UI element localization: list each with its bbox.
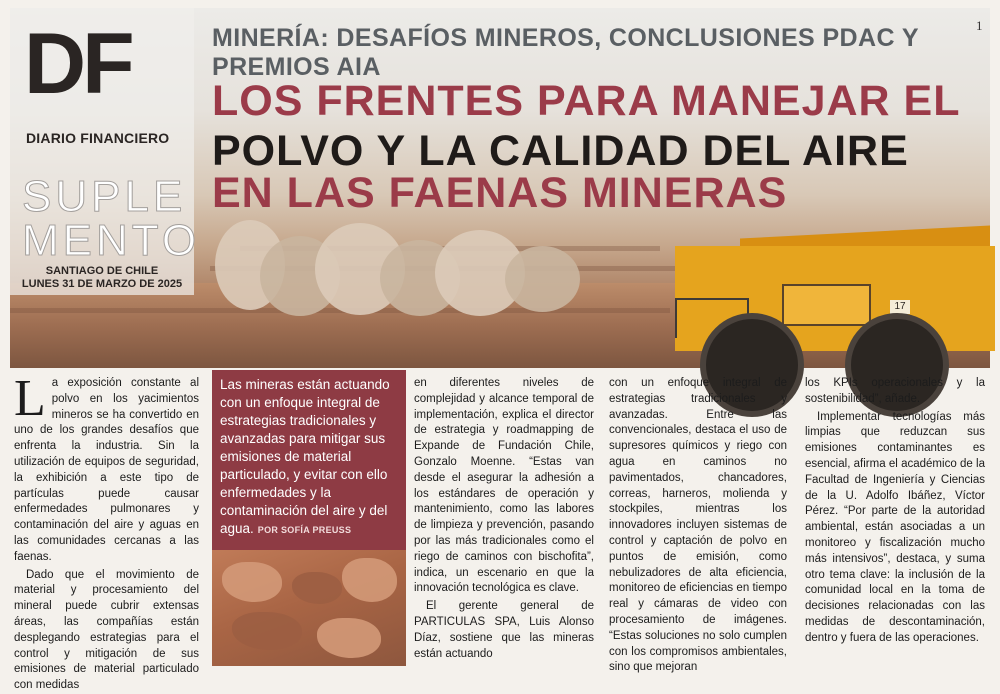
- article-column-1: [14, 370, 199, 692]
- article-column-4: [805, 376, 985, 666]
- df-logo[interactable]: DF: [24, 16, 131, 112]
- pull-quote-text: Las mineras están actuando con un enfoque integral de estrategias tradicionales y avanzadas para mitigar sus emisiones de material particulado, y evitar con ello enfermedades y la contaminación del aire y del agua.: [220, 377, 390, 536]
- brand-name: DIARIO FINANCIERO: [26, 130, 170, 146]
- rocks-photo: [212, 550, 406, 666]
- paragraph: con un enfoque integral de estrategias tradicionales y avanzadas. Entre las convencionales, destaca el uso de supresores químicos y riego con agua en caminos no pavimentados, chancadores, correas, harneros, molienda y stockpiles, mientras los innovadores incluyen sistemas de control y captación de polvo en puntos de emisión, como nebulizadores de alta eficiencia, monitoreo de eficiencias en tiempo real y cámaras de video con procesamiento de imágenes. “Estas soluciones no solo cumplen con los compromisos ambientales, sino que mejoran: [609, 377, 787, 674]
- supplement-line-1: SUPLE: [22, 172, 187, 221]
- supplement-label: [22, 172, 201, 265]
- article-column-2: [414, 376, 594, 666]
- rock: [342, 558, 397, 602]
- date-line: LUNES 31 DE MARZO DE 2025: [21, 278, 183, 290]
- section-title: MINERÍA: DESAFÍOS MINEROS, CONCLUSIONES PDAC Y PREMIOS AIA: [212, 24, 919, 81]
- headline-line-3: EN LAS FAENAS MINERAS: [212, 169, 788, 217]
- headline-line-1: LOS FRENTES PARA MANEJAR EL: [212, 77, 961, 125]
- rock: [317, 618, 381, 658]
- truck-number: 17: [890, 300, 910, 314]
- dust-cloud: [505, 246, 580, 312]
- paragraph: El gerente general de PARTICULAS SPA, Luis Alonso Díaz, sostiene que las mineras están actuando: [414, 600, 594, 660]
- paragraph: los KPIs operacionales y la sostenibilidad”, añade.: [805, 377, 985, 405]
- city-line: SANTIAGO DE CHILE: [45, 265, 159, 277]
- drop-cap: L: [14, 370, 46, 427]
- truck-cab: [782, 284, 871, 326]
- byline: POR SOFÍA PREUSS: [257, 525, 352, 535]
- masthead: [10, 8, 201, 295]
- rock: [292, 572, 342, 604]
- supplement-line-2: MENTO: [22, 216, 201, 265]
- page-number: 1: [976, 18, 983, 33]
- rock: [222, 562, 282, 602]
- paragraph: Implementar tecnologías más limpias que reduzcan sus emisiones contaminantes es esencial, afirma el académico de la Facultad de Ingeniería y Ciencias de la U. Adolfo Ibáñez, Víctor Pérez. “Por parte de la autoridad ambiental, están asociadas a un monitoreo y fiscalización mucho más intensivos”, destaca, y suma otro tema clave: la inclusión de la comunidad local en la toma de decisiones relacionadas con las medidas de descontaminación, dentro y fuera de las operaciones.: [805, 410, 985, 644]
- paragraph: en diferentes niveles de complejidad y alcance temporal de implementación, explica el director de estrategia y roadmapping de Expande de Fundación Chile, Gonzalo Moenne. “Estas van desde el asegurar la adhesión a los estándares de operación y mantenimiento, como las labores de limpieza y prevención, pasando por las más tradicionales como el riego de caminos con bischofita”, indica, un escenario en que la innovación tecnológica es clave.: [414, 377, 594, 595]
- article-column-3: [609, 376, 787, 674]
- paragraph: Dado que el movimiento de material y procesamiento del mineral puede cubrir extensas áreas, las compañías están desplegando estrategias para el control y mitigación de sus emisiones de material particulado con medidas: [14, 568, 199, 692]
- pull-quote: [212, 370, 406, 550]
- rock: [232, 612, 302, 650]
- headline-line-2: POLVO Y LA CALIDAD DEL AIRE: [212, 127, 909, 175]
- paragraph: a exposición constante al polvo en los yacimientos mineros se ha convertido en uno de los grandes desafíos que enfrenta la industria. Sin la utilización de equipos de seguridad, la exhibición a este tipo de partículas puede causar enfermedades pulmonares y contaminación del aire y aguas en las comunidades cercanas a las faenas.: [14, 377, 199, 563]
